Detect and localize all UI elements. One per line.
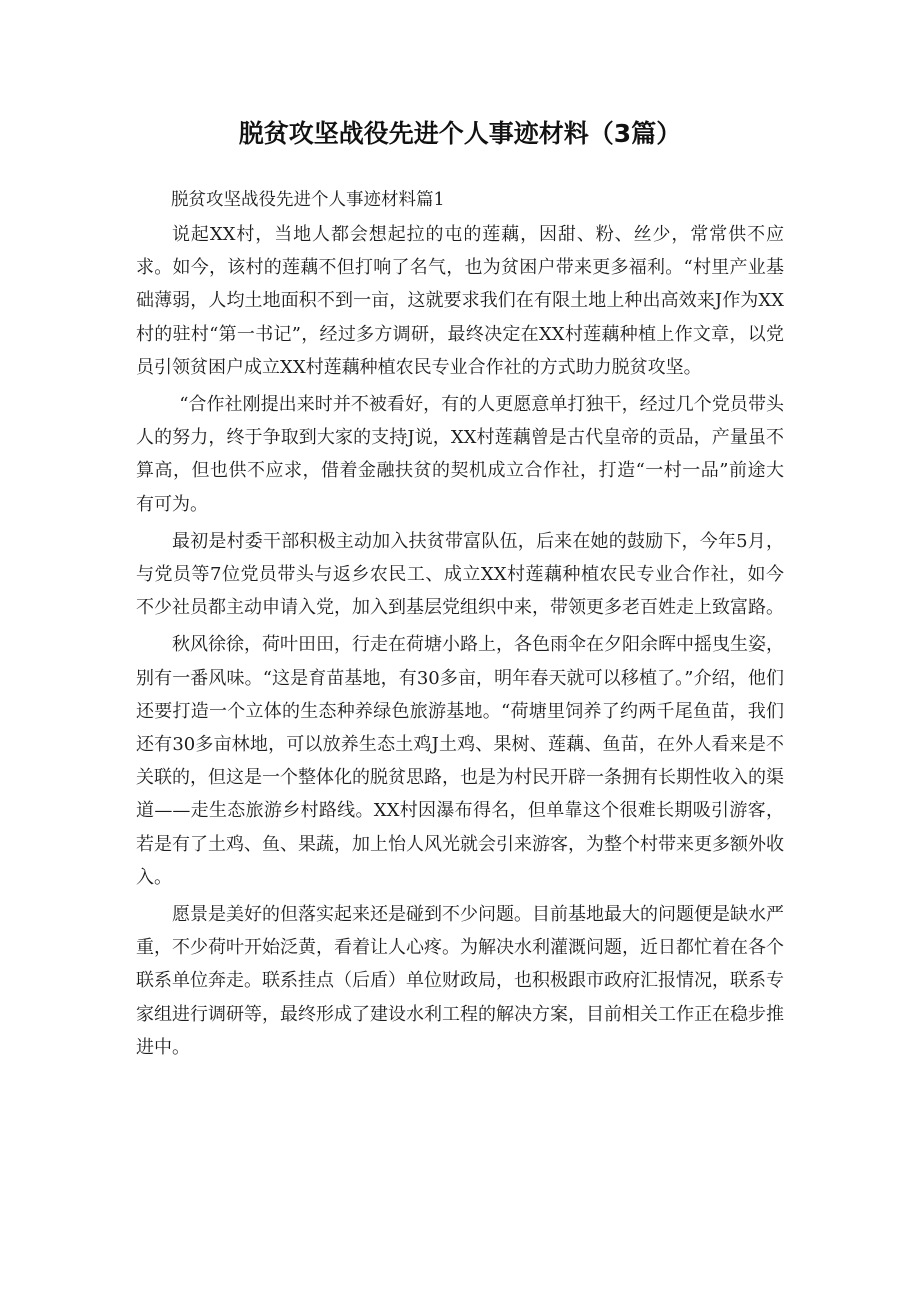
paragraph-3: 最初是村委干部积极主动加入扶贫带富队伍，后来在她的鼓励下，今年5月，与党员等7位党员带头与返乡农民工、成立XX村莲藕种植农民专业合作社，如今不少社员都主动申请入党，加入到基层党组织中来，带领更多老百姓走上致富路。 (136, 530, 784, 619)
paragraph-5: 愿景是美好的但落实起来还是碰到不少问题。目前基地最大的问题便是缺水严重，不少荷叶开始泛黄，看着让人心疼。为解决水利灌溉问题，近日都忙着在各个联系单位奔走。联系挂点（后盾）单位财政局，也积极跟市政府汇报情况，联系专家组进行调研等，最终形成了建设水利工程的解决方案，目前相关工作正在稳步推进中。 (136, 904, 784, 1058)
section-heading: 脱贫攻坚战役先进个人事迹材料篇1 (171, 190, 445, 210)
paragraph-2: “合作社刚提出来时并不被看好，有的人更愿意单打独干，经过几个党员带头人的努力，终于争取到大家的支持J说，XX村莲藕曾是古代皇帝的贡品，产量虽不算高，但也供不应求，借着金融扶贫的契机成立合作社，打造“一村一品”前途大有可为。 (136, 394, 784, 515)
document-body (136, 186, 784, 1064)
paragraph-4: 秋风徐徐，荷叶田田，行走在荷塘小路上，各色雨伞在夕阳余晖中摇曳生姿，别有一番风味。“这是育苗基地，有30多亩，明年春天就可以移植了。”介绍，他们还要打造一个立体的生态种养绿色旅游基地。“荷塘里饲养了约两千尾鱼苗，我们还有30多亩林地，可以放养生态土鸡J土鸡、果树、莲藕、鱼苗，在外人看来是不关联的，但这是一个整体化的脱贫思路，也是为村民开辟一条拥有长期性收入的渠道——走生态旅游乡村路线。XX村因瀑布得名，但单靠这个很难长期吸引游客，若是有了土鸡、鱼、果蔬，加上怡人风光就会引来游客，为整个村带来更多额外收入。 (136, 634, 784, 888)
paragraph-1: 说起XX村，当地人都会想起拉的屯的莲藕，因甜、粉、丝少，常常供不应求。如今，该村的莲藕不但打响了名气，也为贫困户带来更多福利。“村里产业基础薄弱，人均土地面积不到一亩，这就要求我们在有限土地上种出高效来J作为XX村的驻村“第一书记”，经过多方调研，最终决定在XX村莲藕种植上作文章，以党员引领贫困户成立XX村莲藕种植农民专业合作社的方式助力脱贫攻坚。 (136, 224, 784, 378)
document-title: 脱贫攻坚战役先进个人事迹材料（3篇） (238, 119, 682, 148)
